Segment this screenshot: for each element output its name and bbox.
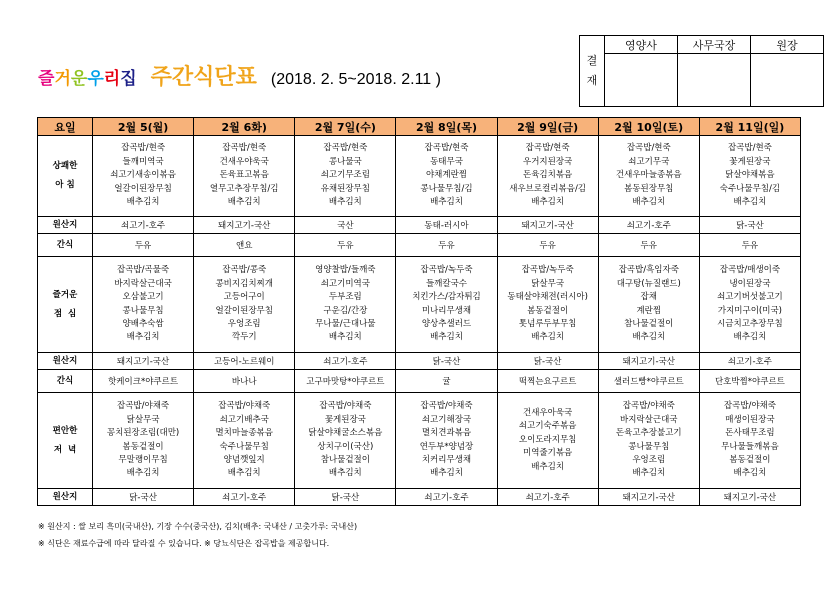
menu-cell (295, 257, 396, 353)
menu-item: 시금치고추장무침 (717, 318, 783, 329)
menu-item: 쇠고기미역국 (320, 278, 370, 289)
menu-item: 쇠고기숙주볶음 (518, 421, 577, 432)
menu-item: 숙주나물무침 (219, 441, 269, 452)
menu-item: 돈육표고볶음 (219, 170, 269, 181)
menu-item: 우엉조림 (227, 318, 261, 329)
menu-item: 쇠고기배추국 (219, 414, 269, 425)
menu-item: 배추김치 (430, 197, 463, 208)
menu-cell (396, 136, 497, 217)
menu-item: 잡곡밥/현죽 (424, 143, 469, 154)
menu-cell (194, 393, 295, 489)
snack-cell: 두유 (699, 234, 800, 257)
menu-item: 봄동겉절이 (527, 305, 569, 316)
origin-cell: 돼지고기-국산 (497, 217, 598, 234)
origin-cell: 고등어-노르웨이 (194, 353, 295, 370)
menu-item: 봄동된장무침 (624, 183, 674, 194)
menu-item: 잡곡밥/현죽 (121, 143, 166, 154)
menu-item: 콩나물무침 (122, 305, 164, 316)
menu-item: 대구탕(뉴질랜드) (616, 278, 681, 289)
brand-letter: 거 (54, 69, 71, 89)
date-header: 2월 5(월) (93, 118, 194, 136)
meal-row (38, 257, 801, 353)
meal-row (38, 393, 801, 489)
row-label: 간식 (38, 370, 93, 393)
date-header: 2월 8일(목) (396, 118, 497, 136)
menu-item: 바지락살근대국 (620, 414, 678, 425)
menu-item: 콩나물무침/김 (420, 183, 473, 194)
menu-cell (93, 257, 194, 353)
menu-item: 오이도라지무침 (518, 434, 577, 445)
menu-item: 양배추숙쌈 (122, 318, 164, 329)
notes (38, 518, 357, 552)
origin-cell: 돼지고기-국산 (699, 489, 800, 506)
menu-item: 유채된장무침 (320, 183, 370, 194)
menu-item: 배추김치 (733, 468, 767, 479)
row-label: 원산지 (38, 217, 93, 234)
brand-logo (38, 64, 137, 89)
menu-item: 봄동겉절이 (122, 441, 164, 452)
origin-cell: 닭-국산 (93, 489, 194, 506)
menu-item: 무말랭이무침 (118, 454, 168, 465)
menu-cell (194, 257, 295, 353)
snack-cell: 샐러드빵*야쿠르트 (598, 370, 699, 393)
origin-cell: 쇠고기-호주 (194, 489, 295, 506)
menu-item: 돈육김치볶음 (522, 170, 573, 181)
menu-item: 잡곡밥/현죽 (525, 143, 570, 154)
snack-cell: 귤 (396, 370, 497, 393)
menu-item: 참나물겉절이 (320, 454, 370, 465)
date-header: 2월 10일(토) (598, 118, 699, 136)
menu-item: 돈육고추장불고기 (615, 428, 682, 439)
origin-row (38, 217, 801, 234)
menu-item: 양념깻잎지 (223, 454, 265, 465)
origin-cell: 쇠고기-호주 (396, 489, 497, 506)
menu-item: 치커리무생채 (421, 454, 472, 465)
menu-item: 잡채 (640, 292, 657, 303)
page-title: 주간식단표 (150, 65, 257, 90)
date-header: 2월 7일(수) (295, 118, 396, 136)
weekly-menu-table (37, 117, 801, 506)
menu-item: 우엉조림 (632, 454, 666, 465)
menu-item: 오삼불고기 (122, 292, 164, 303)
menu-item: 숙주나물무침/김 (719, 183, 781, 194)
menu-item: 배추김치 (632, 197, 666, 208)
menu-item: 동태무국 (430, 156, 463, 167)
menu-item: 쇠고기해장국 (421, 414, 472, 425)
menu-item: 배추김치 (632, 468, 666, 479)
origin-row (38, 353, 801, 370)
origin-cell: 국산 (295, 217, 396, 234)
origin-cell: 돼지고기-국산 (598, 489, 699, 506)
menu-item: 매생이된장국 (725, 414, 775, 425)
snack-cell: 앤요 (194, 234, 295, 257)
menu-item: 배추김치 (733, 332, 767, 343)
snack-cell: 바나나 (194, 370, 295, 393)
snack-cell: 고구마맛탕*야쿠르트 (295, 370, 396, 393)
menu-item: 잡곡밥/야채죽 (117, 401, 170, 412)
menu-item: 무나물/근대나물 (315, 318, 376, 329)
menu-item: 잡곡밥/현죽 (626, 143, 671, 154)
origin-cell: 돼지고기-국산 (598, 353, 699, 370)
menu-item: 잡곡밥/곡물죽 (117, 265, 170, 276)
menu-cell (598, 136, 699, 217)
menu-item: 깍두기 (231, 332, 257, 343)
menu-item: 잡곡밥/야채죽 (723, 401, 776, 412)
menu-item: 배추김치 (328, 468, 362, 479)
row-label: 간식 (38, 234, 93, 257)
note-line: ※ 식단은 재료수급에 따라 달라질 수 있습니다. ※ 당뇨식단은 잡곡밥을 제공합니다. (38, 539, 330, 548)
menu-item: 참나물겉절이 (624, 318, 674, 329)
header-row (38, 118, 801, 136)
menu-item: 무나물들깨볶음 (721, 441, 779, 452)
origin-cell: 동태-러시아 (396, 217, 497, 234)
menu-item: 잡곡밥/야채죽 (319, 401, 372, 412)
snack-row (38, 234, 801, 257)
origin-cell: 닭-국산 (295, 489, 396, 506)
row-label: 원산지 (38, 353, 93, 370)
row-label: 즐거운 점 심 (38, 257, 93, 353)
menu-item: 잡곡밥/흑임자죽 (618, 265, 679, 276)
origin-cell: 쇠고기-호주 (295, 353, 396, 370)
menu-item: 배추김치 (531, 332, 565, 343)
menu-cell (93, 136, 194, 217)
menu-item: 닭살야채굴소스볶음 (308, 428, 383, 439)
menu-cell (396, 257, 497, 353)
menu-item: 잡곡밥/콩죽 (222, 265, 267, 276)
signature-cell (605, 54, 678, 107)
snack-cell: 떡찍는요구르트 (497, 370, 598, 393)
menu-cell (598, 257, 699, 353)
header (38, 60, 441, 90)
menu-item: 배추김치 (430, 332, 463, 343)
menu-cell (295, 393, 396, 489)
menu-item: 냉이된장국 (729, 278, 771, 289)
brand-letter: 집 (120, 69, 137, 89)
menu-item: 건새우마늘종볶음 (615, 170, 682, 181)
menu-item: 배추김치 (632, 332, 666, 343)
menu-item: 돈사태무조림 (725, 428, 775, 439)
snack-cell: 두유 (598, 234, 699, 257)
menu-item: 잡곡밥/야채죽 (420, 401, 473, 412)
menu-item: 잡곡밥/매생이죽 (719, 265, 781, 276)
origin-cell: 쇠고기-호주 (497, 489, 598, 506)
menu-item: 얼갈이된장무침 (215, 305, 273, 316)
brand-letter: 우 (87, 69, 104, 89)
menu-item: 배추김치 (328, 197, 362, 208)
menu-item: 배추김치 (328, 332, 362, 343)
menu-item: 꽃게된장국 (729, 156, 771, 167)
snack-cell: 핫케이크*야쿠르트 (93, 370, 194, 393)
approval-role: 영양사 (605, 36, 678, 54)
menu-item: 잡곡밥/현죽 (222, 143, 267, 154)
menu-item: 잡곡밥/야채죽 (218, 401, 271, 412)
menu-item: 배추김치 (430, 468, 463, 479)
menu-cell (497, 257, 598, 353)
origin-cell: 닭-국산 (396, 353, 497, 370)
menu-item: 닭살야채볶음 (725, 170, 775, 181)
menu-item: 잡곡밥/녹두죽 (521, 265, 574, 276)
origin-cell: 쇠고기-호주 (598, 217, 699, 234)
menu-item: 배추김치 (531, 197, 565, 208)
menu-item: 배추김치 (531, 461, 565, 472)
menu-item: 들깨칼국수 (425, 278, 468, 289)
menu-cell (497, 393, 598, 489)
menu-item: 미나리무생채 (421, 305, 472, 316)
menu-cell (497, 136, 598, 217)
signature-cell (751, 54, 824, 107)
menu-item: 꽃게된장국 (324, 414, 366, 425)
approval-box (579, 35, 824, 107)
menu-item: 배추김치 (126, 197, 160, 208)
date-header: 2월 6화) (194, 118, 295, 136)
menu-item: 멸치마늘종볶음 (215, 428, 273, 439)
menu-item: 콩나물국 (328, 156, 362, 167)
menu-item: 잡곡밥/야채죽 (622, 401, 675, 412)
menu-item: 열무고추장무침/김 (209, 183, 279, 194)
snack-cell: 두유 (497, 234, 598, 257)
menu-item: 콩비지김치찌개 (215, 278, 273, 289)
menu-item: 봄동겉절이 (729, 454, 771, 465)
menu-item: 새우브로컬리볶음/김 (509, 183, 587, 194)
menu-item: 톳넘루두부무침 (518, 318, 577, 329)
menu-cell (194, 136, 295, 217)
snack-cell: 두유 (295, 234, 396, 257)
menu-item: 쇠고기버섯불고기 (717, 292, 783, 303)
day-header: 요일 (38, 118, 93, 136)
menu-item: 양상추샐러드 (421, 318, 472, 329)
meal-row (38, 136, 801, 217)
menu-item: 상치구이(국산) (317, 441, 374, 452)
menu-item: 닭살무국 (126, 414, 160, 425)
menu-item: 콩나물무침 (628, 441, 670, 452)
menu-item: 잡곡밥/현죽 (323, 143, 368, 154)
menu-cell (396, 393, 497, 489)
menu-item: 우거지된장국 (522, 156, 573, 167)
menu-item: 얼갈이된장무침 (114, 183, 172, 194)
note-line: ※ 원산지 : 쌀 보리 흑미(국내산), 기장 수수(중국산), 김치(배추: 국내산 / 고춧가루: 국내산) (38, 522, 358, 531)
menu-item: 동태살야채전(러시아) (507, 292, 588, 303)
origin-row (38, 489, 801, 506)
menu-item: 쇠고기무조림 (320, 170, 370, 181)
brand-letter: 리 (103, 69, 121, 89)
menu-item: 잡곡밥/현죽 (727, 143, 772, 154)
menu-cell (93, 393, 194, 489)
signature-cell (678, 54, 751, 107)
snack-cell: 단호박찜*야쿠르트 (699, 370, 800, 393)
origin-cell: 돼지고기-국산 (194, 217, 295, 234)
menu-item: 건새우야욱국 (219, 156, 269, 167)
menu-item: 가지미구이(미국) (717, 305, 782, 316)
approval-role: 원장 (751, 36, 824, 54)
menu-item: 들깨미역국 (122, 156, 164, 167)
brand-letter: 운 (70, 69, 88, 89)
menu-item: 배추김치 (227, 197, 261, 208)
menu-item: 영양찰밥/들깨죽 (315, 265, 376, 276)
menu-item: 배추김치 (733, 197, 767, 208)
menu-item: 쇠고기새송이볶음 (110, 170, 176, 181)
menu-item: 구운김/간장 (323, 305, 368, 316)
menu-item: 배추김치 (126, 468, 160, 479)
menu-item: 멸치견과볶음 (421, 428, 472, 439)
menu-item: 야채계란찜 (425, 170, 468, 181)
row-label: 원산지 (38, 489, 93, 506)
row-label: 편안한 저 녁 (38, 393, 93, 489)
menu-cell (699, 136, 800, 217)
menu-item: 두부조림 (328, 292, 362, 303)
snack-cell: 두유 (93, 234, 194, 257)
menu-item: 꽁치된장조림(대만) (106, 428, 180, 439)
menu-item: 잡곡밥/녹두죽 (420, 265, 473, 276)
origin-cell: 쇠고기-호주 (93, 217, 194, 234)
menu-item: 닭살무국 (531, 278, 565, 289)
menu-item: 배추김치 (126, 332, 160, 343)
origin-cell: 쇠고기-호주 (699, 353, 800, 370)
menu-item: 미역줄기볶음 (522, 448, 573, 459)
menu-item: 쇠고기무국 (628, 156, 670, 167)
origin-cell: 닭-국산 (699, 217, 800, 234)
menu-cell (295, 136, 396, 217)
brand-letter: 즐 (38, 69, 55, 89)
approval-label: 결 재 (580, 36, 605, 107)
snack-row (38, 370, 801, 393)
approval-role: 사무국장 (678, 36, 751, 54)
row-label: 상쾌한 아 침 (38, 136, 93, 217)
menu-cell (699, 393, 800, 489)
date-header: 2월 9일(금) (497, 118, 598, 136)
snack-cell: 두유 (396, 234, 497, 257)
origin-cell: 돼지고기-국산 (93, 353, 194, 370)
date-header: 2월 11일(일) (699, 118, 800, 136)
menu-item: 고등어구이 (223, 292, 265, 303)
menu-cell (699, 257, 800, 353)
menu-item: 치킨가스/감자튀김 (412, 292, 481, 303)
menu-item: 계란찜 (636, 305, 662, 316)
menu-item: 연두부*양념장 (419, 441, 474, 452)
period: (2018. 2. 5~2018. 2.11 ) (270, 71, 441, 88)
menu-cell (598, 393, 699, 489)
origin-cell: 닭-국산 (497, 353, 598, 370)
menu-item: 바지락살근대국 (114, 278, 172, 289)
menu-item: 건새우아욱국 (522, 407, 573, 418)
menu-item: 배추김치 (227, 468, 261, 479)
